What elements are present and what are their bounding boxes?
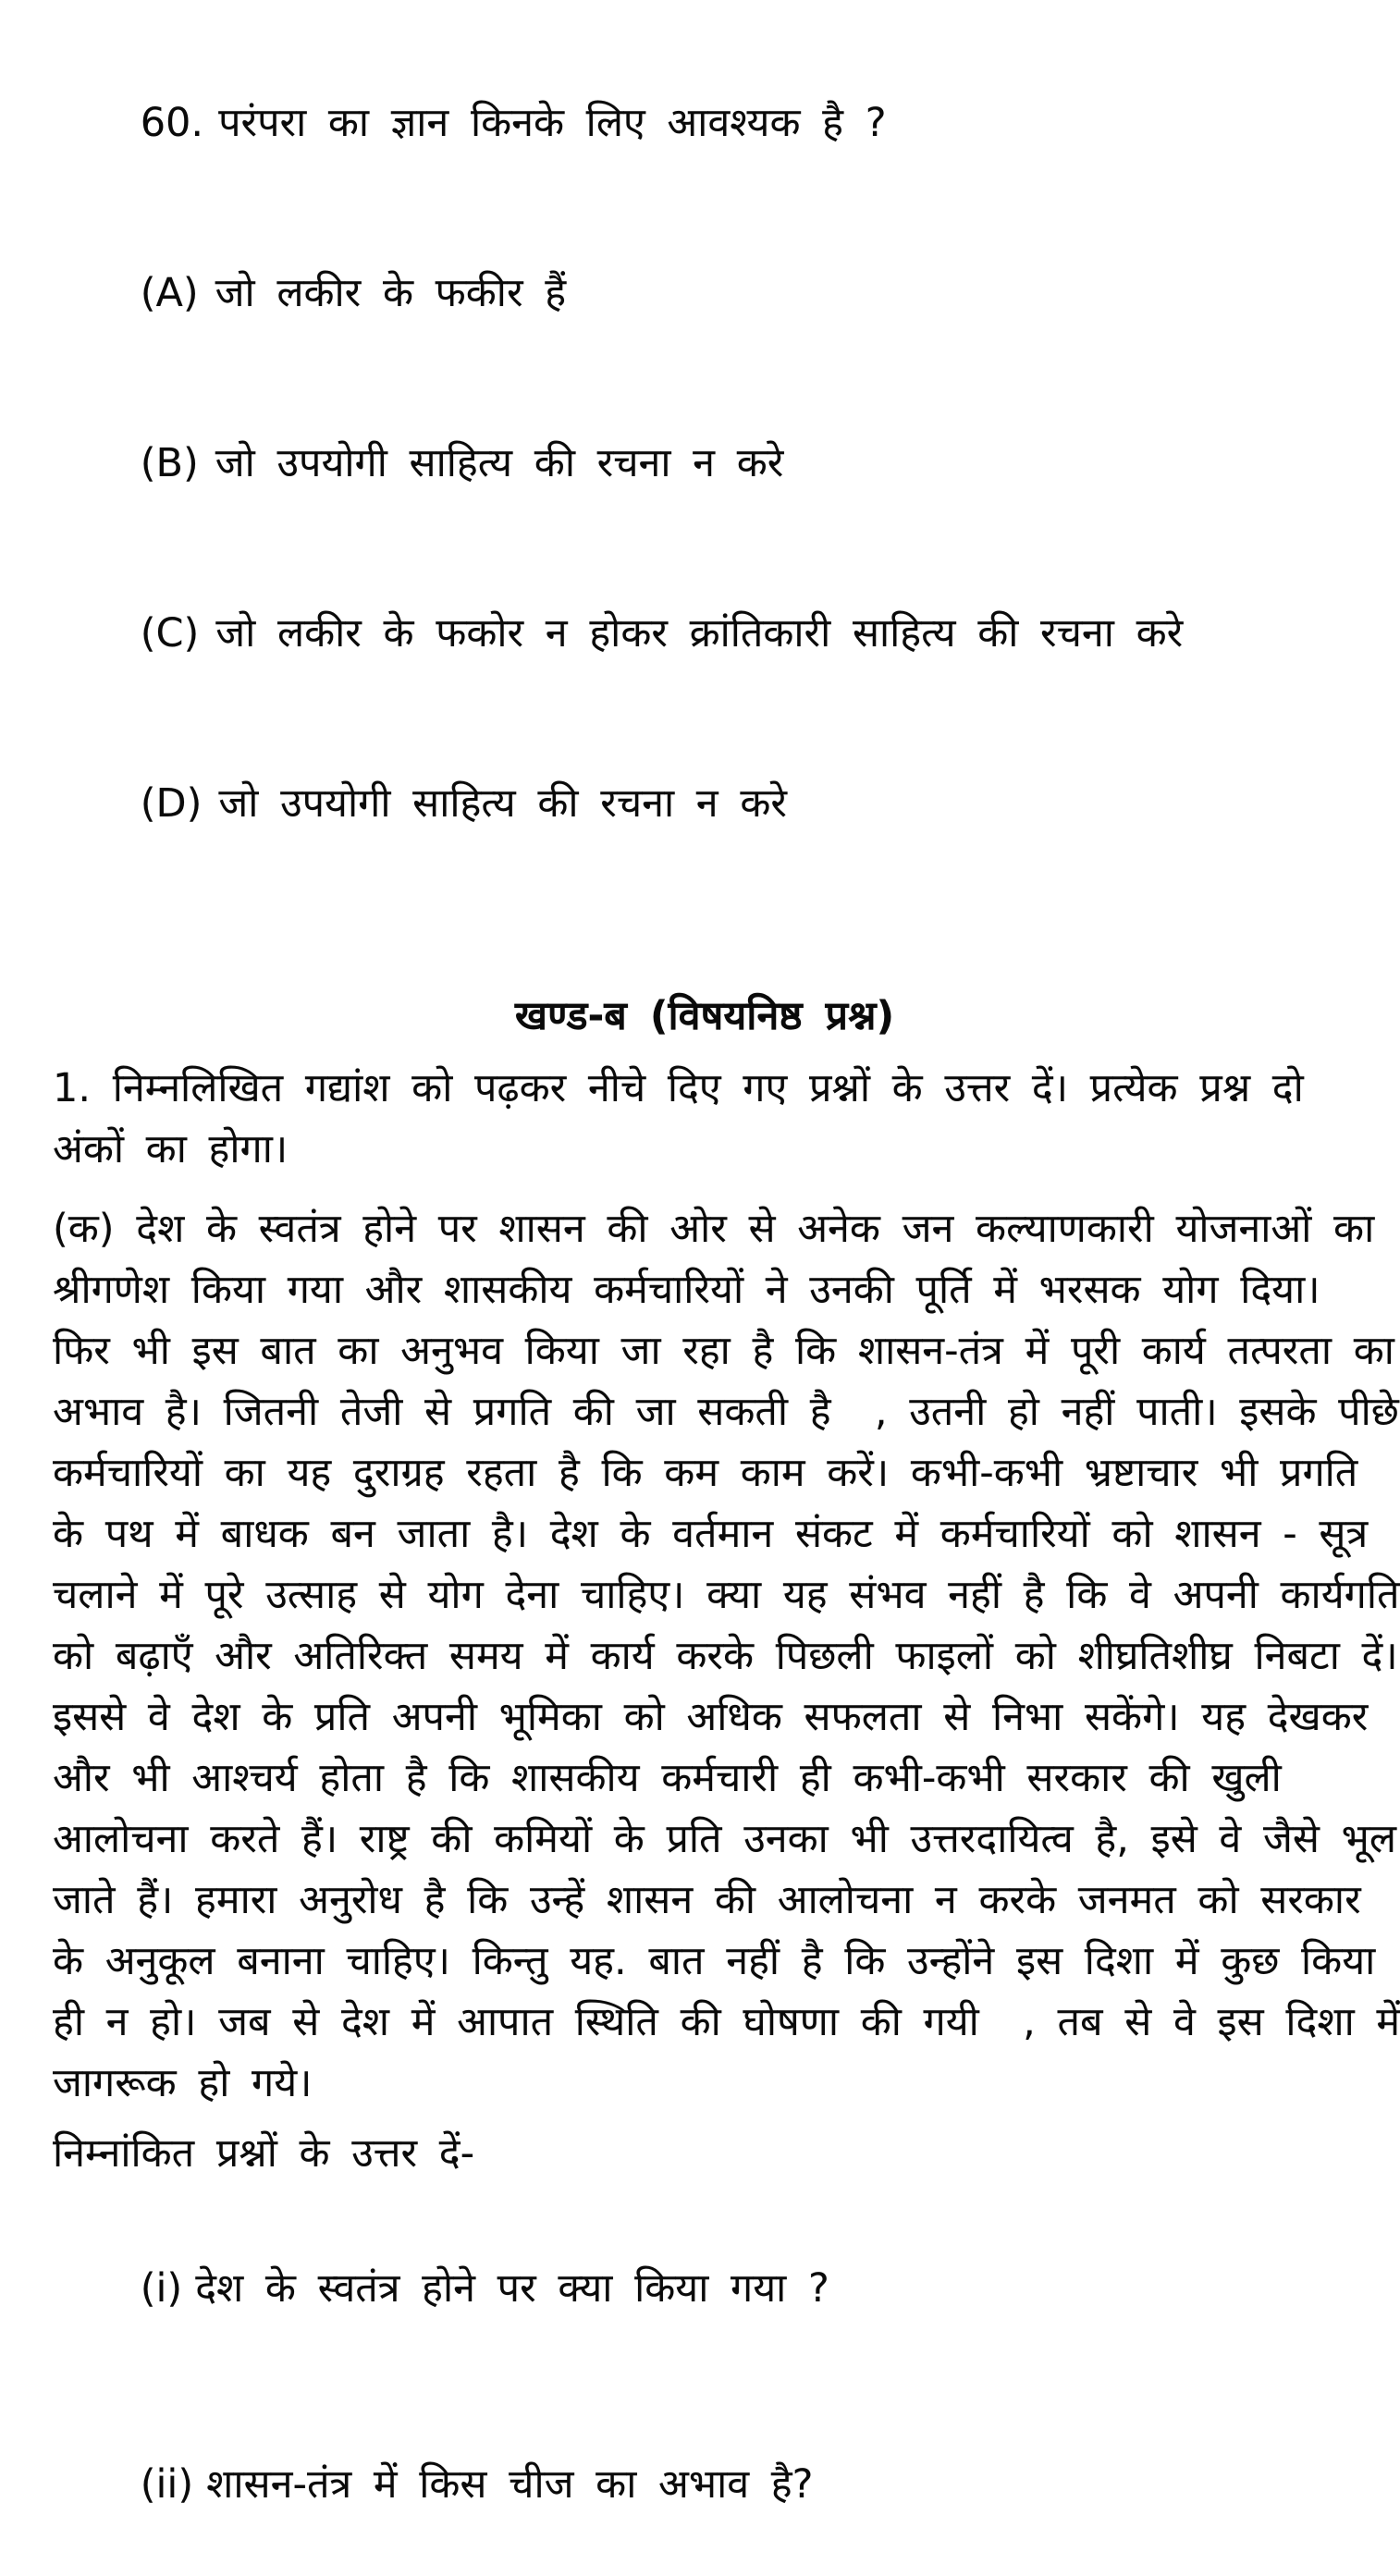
section-heading: खण्ड-ब (विषयनिष्ठ प्रश्न) <box>514 993 895 1039</box>
option-b-text: जो उपयोगी साहित्य की रचना न करे <box>215 440 784 486</box>
passage-line: जाते हैं। हमारा अनुरोध है कि उन्हें शासन की आलोचना न करके जनमत को सरकार <box>53 1877 1361 1923</box>
option-c <box>53 564 1357 703</box>
option-b-label: (B) <box>140 440 199 486</box>
subquestion-ii <box>53 2393 1357 2576</box>
passage-line: (क) देश के स्वतंत्र होने पर शासन की ओर से अनेक जन कल्याणकारी योजनाओं का <box>53 1206 1375 1252</box>
passage-line: श्रीगणेश किया गया और शासकीय कर्मचारियों ने उनकी पूर्ति में भरसक योग दिया। <box>53 1267 1320 1313</box>
option-d-text: जो उपयोगी साहित्य की रचना न करे <box>218 780 787 827</box>
instruction-line: 1. निम्नलिखित गद्यांश को पढ़कर नीचे दिए गए प्रश्नों के उत्तर दें। प्रत्येक प्रश्न दो <box>53 1065 1304 1111</box>
subquestion-ii-text: शासन-तंत्र में किस चीज का अभाव है? <box>206 2461 814 2508</box>
question-60-text: परंपरा का ज्ञान किनके लिए आवश्यक है ? <box>218 100 887 146</box>
instruction-line: अंकों का होगा। <box>53 1126 289 1172</box>
instruction <box>53 1058 1357 1180</box>
passage-line: अभाव है। जितनी तेजी से प्रगति की जा सकती है , उतनी हो नहीं पाती। इसके पीछे <box>53 1389 1399 1435</box>
option-a-text: जो लकीर के फकीर हैं <box>215 270 567 316</box>
option-c-text: जो लकीर के फकोर न होकर क्रांतिकारी साहित्य की रचना करे <box>215 610 1184 656</box>
passage-line: कर्मचारियों का यह दुराग्रह रहता है कि कम काम करें। कभी-कभी भ्रष्टाचार भी प्रगति <box>53 1450 1358 1496</box>
question-60 <box>53 54 1357 192</box>
option-d <box>53 734 1357 873</box>
passage-line: को बढ़ाएँ और अतिरिक्त समय में कार्य करके पिछली फाइलों को शीघ्रतिशीघ्र निबटा दें। <box>53 1633 1398 1679</box>
passage-line: फिर भी इस बात का अनुभव किया जा रहा है कि शासन-तंत्र में पूरी कार्य तत्परता का <box>53 1328 1394 1374</box>
option-d-label: (D) <box>140 780 203 827</box>
option-a <box>53 224 1357 362</box>
passage-line: के पथ में बाधक बन जाता है। देश के वर्तमान संकट में कर्मचारियों को शासन - सूत्र <box>53 1511 1369 1557</box>
passage-line: और भी आश्चर्य होता है कि शासकीय कर्मचारी ही कभी-कभी सरकार की खुली <box>53 1755 1282 1801</box>
subquestion-i-label: (i) <box>140 2265 183 2312</box>
subquestion-ii-label: (ii) <box>140 2461 194 2508</box>
passage-line: जागरूक हो गये। <box>53 2060 313 2106</box>
passage-line: चलाने में पूरे उत्साह से योग देना चाहिए। क्या यह संभव नहीं है कि वे अपनी कार्यगति <box>53 1572 1400 1618</box>
passage-line: ही न हो। जब से देश में आपात स्थिति की घोषणा की गयी , तब से वे इस दिशा में <box>53 1999 1400 2045</box>
option-a-label: (A) <box>140 270 199 316</box>
subquestion-i-text: देश के स्वतंत्र होने पर क्या किया गया ? <box>195 2265 829 2312</box>
passage-line: आलोचना करते हैं। राष्ट्र की कमियों के प्रति उनका भी उत्तरदायित्व है, इसे वे जैसे भूल <box>53 1816 1397 1862</box>
followup-instruction: निम्नांकित प्रश्नों के उत्तर दें- <box>53 2130 475 2177</box>
option-c-label: (C) <box>140 610 200 656</box>
question-60-number: 60. <box>140 100 204 146</box>
passage-line: इससे वे देश के प्रति अपनी भूमिका को अधिक सफलता से निभा सकेंगे। यह देखकर <box>53 1694 1369 1740</box>
option-b <box>53 394 1357 533</box>
passage <box>53 1198 1400 2114</box>
passage-line: के अनुकूल बनाना चाहिए। किन्तु यह. बात नहीं है कि उन्होंने इस दिशा में कुछ किया <box>53 1938 1376 1984</box>
subquestion-i <box>53 2197 1357 2380</box>
